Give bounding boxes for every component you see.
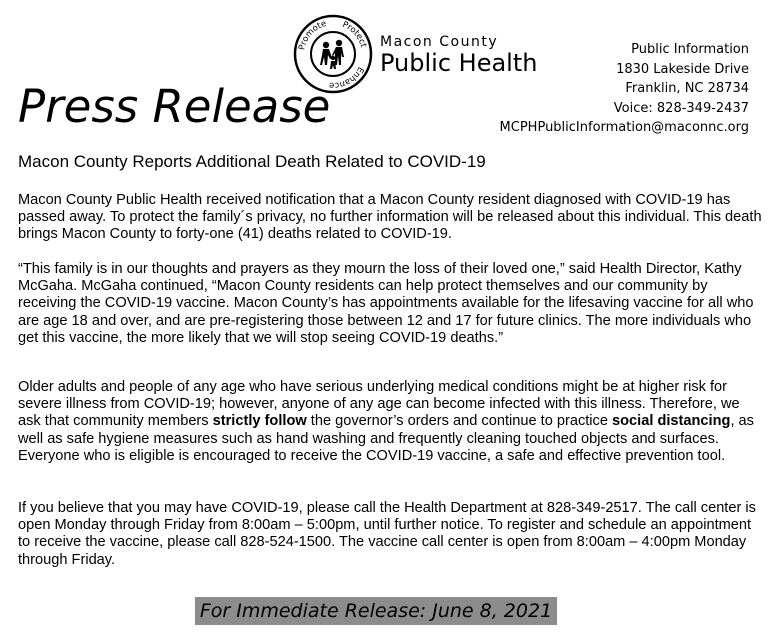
contact-street: 1830 Lakeside Drive (616, 61, 749, 77)
paragraph-3-bold-a: strictly follow (212, 413, 307, 430)
paragraph-3-bold-b: social distancing (612, 413, 731, 430)
contact-city: Franklin, NC 28734 (625, 81, 749, 96)
org-line-2: Public Health (380, 49, 538, 77)
paragraph-3-text-c: , as well as safe hygiene measures such as hand washing and frequently cleaning touched objects and surfaces. Everyone who is eligible is encouraged to receive the COVID-19 vaccine, a safe and effective prevention tool. (18, 413, 754, 464)
paragraph-3-text-b: the governor’s orders and continue to practice (306, 413, 613, 430)
contact-department: Public Information (631, 42, 749, 57)
paragraph-3 (18, 379, 763, 465)
release-date-banner: For Immediate Release: June 8, 2021 (195, 597, 557, 625)
page-title: Press Release (18, 80, 331, 133)
contact-block (500, 40, 749, 138)
contact-email: MCPHPublicInformation@maconnc.org (499, 120, 749, 135)
seal-word-protect: Protect (340, 19, 369, 49)
headline: Macon County Reports Additional Death Related to COVID-19 (18, 152, 486, 171)
seal-word-promote: Promote (297, 18, 328, 51)
family-figures-icon (320, 40, 344, 69)
paragraph-1: Macon County Public Health received notification that a Macon County resident diagnosed with COVID-19 has passed away. To protect the family´s privacy, no further information will be released about this individual. This death brings Macon County to forty-one (41) deaths related to COVID-19. (18, 192, 762, 243)
seal-word-enhance: Enhance (328, 64, 366, 91)
paragraph-4: If you believe that you may have COVID-19, please call the Health Department at 828-349-2517. The call center is open Monday through Friday from 8:00am – 5:00pm, until further notice. To register and schedule an appointment to receive the vaccine, please call 828-524-1500. The vaccine call center is open from 8:00am – 4:00pm Monday through Friday. (18, 500, 756, 568)
paragraph-3-text-a: Older adults and people of any age who have serious underlying medical conditions might be at higher risk for severe illness from COVID-19; however, anyone of any age can become infected with this illness. Therefore, we ask that community members (18, 379, 740, 430)
paragraph-2: “This family is in our thoughts and prayers as they mourn the loss of their loved one,” said Health Director, Kathy McGaha. McGaha continued, “Macon County residents can help protect themselves and our community by receiving the COVID-19 vaccine. Macon County’s has appointments available for the lifesaving vaccine for all who are age 18 and over, and are pre-registering those between 12 and 17 for future clinics. The more individuals who get this vaccine, the more likely that we will stop seeing COVID-19 deaths.” (18, 261, 754, 346)
org-line-1: Macon County (380, 34, 499, 50)
contact-phone: Voice: 828-349-2437 (613, 100, 749, 116)
